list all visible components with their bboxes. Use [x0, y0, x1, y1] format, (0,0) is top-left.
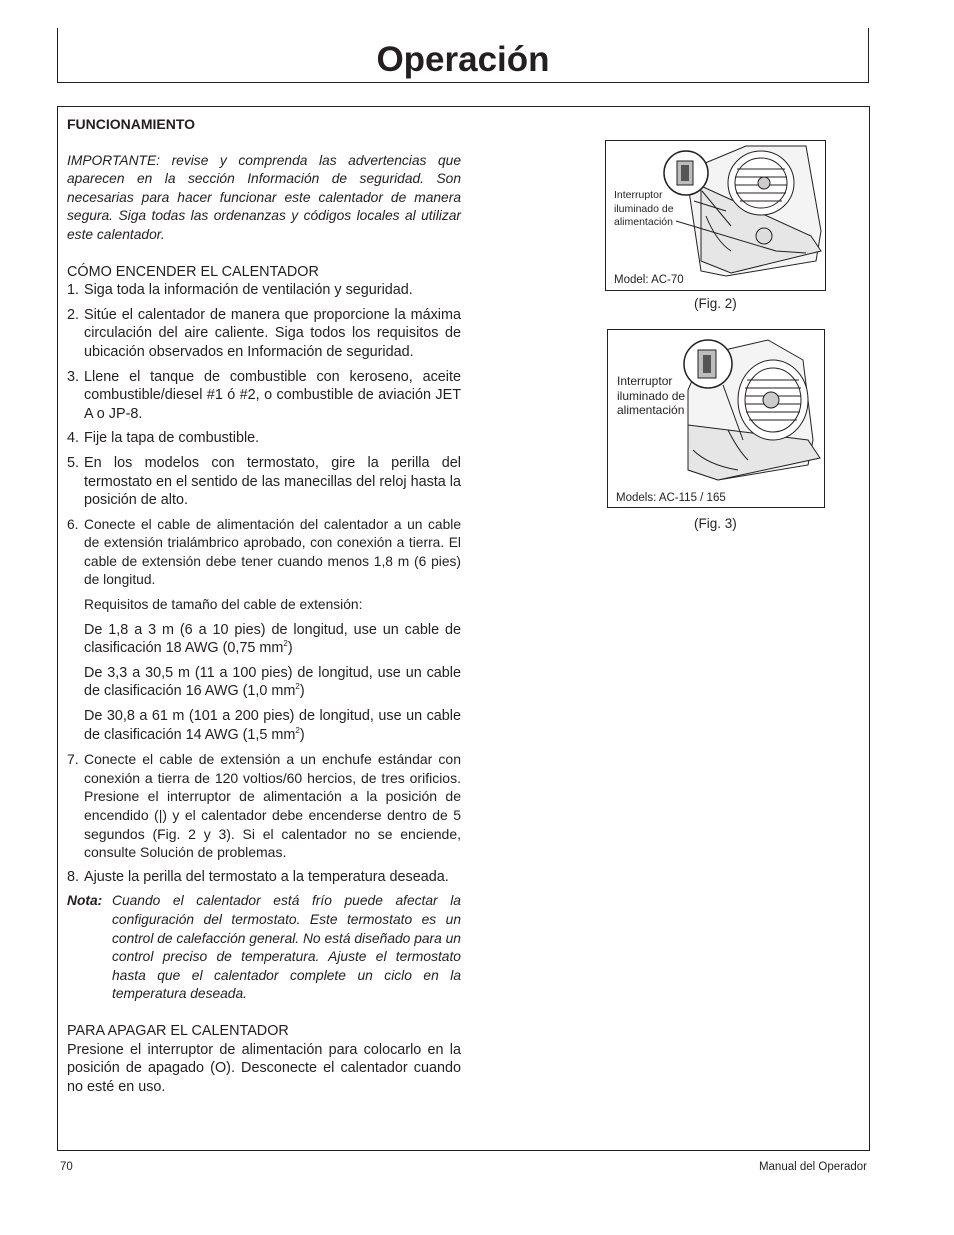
step-6: 6. Conecte el cable de alimentación del calentador a un cable de extensión trialámbrico aprobado, con conexión a tierra. El cable de extensión debe tener cuando menos 1,8 m (6 pies) de longitud. Requisitos de tamaño del cable de extensión: De 1,8 a 3 m (6 a 10 pies) de longitud, use un cable de clasificación 18 AWG (0,75 $mm^2$) De 3,3 a 30,5 m (11 a 100 pies) de longitud, use un cable de clasificación 16 AWG (1,0 $mm^2$) De 30,8 a 61 m (101 a 200 pies) de longitud, use un cable de clasificación 14 AWG (1,5 $mm^2$) [67, 516, 461, 743]
step-2: 2. Sitúe el calentador de manera que proporcione la máxima circulación del aire caliente. Siga todos los requisitos de ubicación observados en Información de seguridad. [67, 306, 461, 360]
step-7: 7. Conecte el cable de extensión a un enchufe estándar con conexión a tierra de 120 voltios/60 hercios, de tres orificios. Presione el interruptor de alimentación a la posición de encendido (|) y el calentador debe encenderse dentro de 5 segundos (Fig. 2 y 3). Si el calentador no se enciende, consulte Solución de problemas. [67, 751, 461, 861]
stop-heading: PARA APAGAR EL CALENTADOR [67, 1022, 289, 1039]
text-column [67, 113, 461, 1096]
important-notice: IMPORTANTE: revise y comprenda las advertencias que aparecen en la sección Información de seguridad. Son necesarias para hacer funcionar este calentador de manera segura. Siga todas las ordenanzas y códigos locales al utilizar este calentador. [67, 152, 461, 242]
step-1: 1. Siga toda la información de ventilación y seguridad. [67, 282, 413, 299]
manual-title: Manual del Operador [758, 1161, 867, 1173]
heater-ac115-illustration [608, 330, 825, 508]
fig2-caption: (Fig. 2) [694, 296, 737, 311]
cable-req-1: De 1,8 a 3 m (6 a 10 pies) de longitud, use un cable de clasificación 18 AWG (0,75 $mm^2$) [84, 621, 461, 657]
fig3-callout: Interruptor iluminado de alimentación [617, 374, 686, 417]
step-5: 5. En los modelos con termostato, gire la perilla del termostato en el sentido de las manecillas del reloj hasta la posición de alto. [67, 454, 461, 509]
fig3-caption: (Fig. 3) [694, 516, 737, 531]
section-heading: FUNCIONAMIENTO [67, 116, 196, 132]
fig2-model: Model: AC-70 [614, 274, 684, 286]
note: Nota: Cuando el calentador está frío puede afectar la configuración del termostato. Este termostato es un control de calefacción general. No está diseñado para un control preciso de temperatura. Ajuste el termostato hasta que el calentador complete un ciclo en la temperatura deseada. [67, 893, 461, 1002]
cable-req-2: De 3,3 a 30,5 m (11 a 100 pies) de longitud, use un cable de clasificación 16 AWG (1,0 $mm^2$) [84, 664, 461, 700]
page-number: 70 [60, 1161, 73, 1173]
fig2-callout: Interruptor iluminado de alimentación [614, 189, 674, 228]
title-box [57, 28, 869, 83]
step-4: 4. Fije la tapa de combustible. [67, 430, 260, 447]
cable-req-intro: Requisitos de tamaño del cable de extensión: [84, 597, 363, 613]
figure-3 [607, 329, 825, 508]
page-title: Operación [376, 40, 550, 79]
cable-req-3: De 30,8 a 61 m (101 a 200 pies) de longitud, use un cable de clasificación 14 AWG (1,5 $mm^2$) [84, 708, 461, 743]
steps-list [67, 281, 461, 886]
step-3: 3. Llene el tanque de combustible con keroseno, aceite combustible/diesel #1 ó #2, o combustible de aviación JET A o JP-8. [67, 368, 461, 422]
figure-2 [605, 140, 826, 291]
fig3-model: Models: AC-115 / 165 [616, 492, 726, 504]
start-heading: CÓMO ENCENDER EL CALENTADOR [67, 263, 319, 280]
step-8: 8. Ajuste la perilla del termostato a la temperatura deseada. [67, 868, 449, 885]
stop-text: Presione el interruptor de alimentación para colocarlo en la posición de apagado (O). Desconecte el calentador cuando no esté en uso. [67, 1041, 461, 1095]
